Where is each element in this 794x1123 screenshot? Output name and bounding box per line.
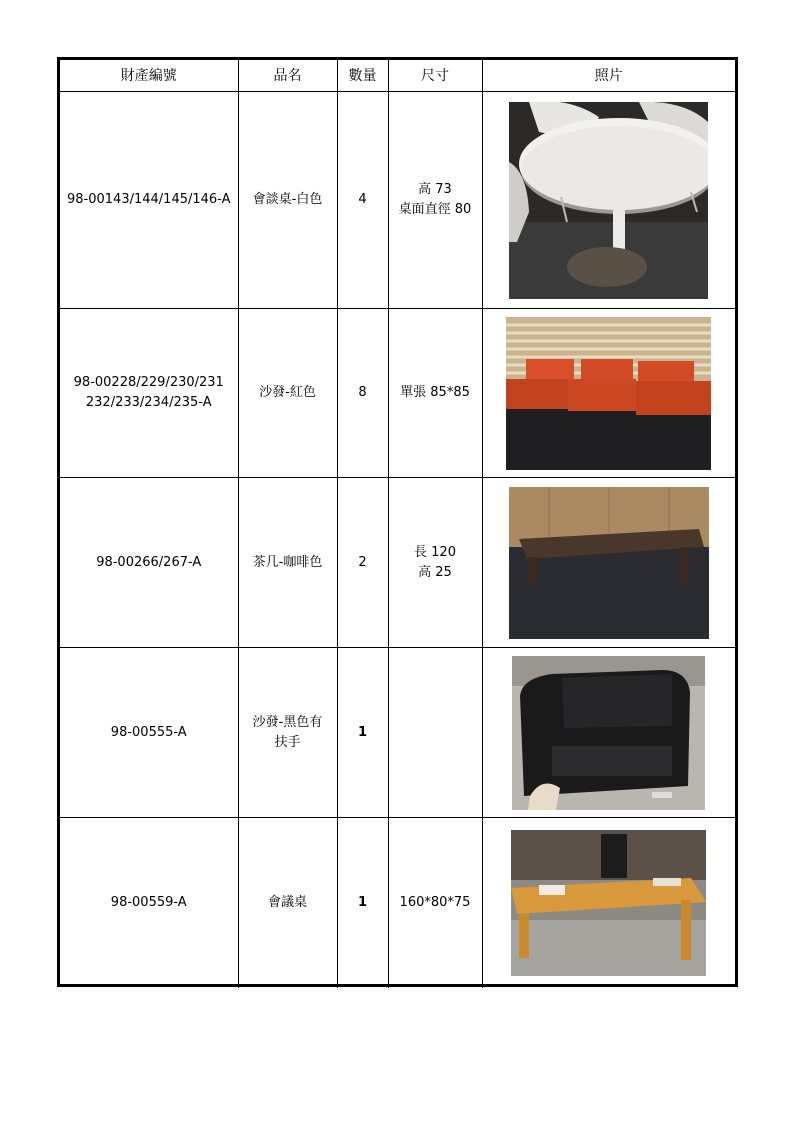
table-row (60, 818, 735, 988)
asset-no-text: 98-00143/144/145/146-A (67, 192, 231, 207)
item-name-cell (238, 648, 337, 818)
item-name-text: 會議桌 (267, 894, 307, 910)
item-name-cell (238, 92, 337, 309)
quantity-text: 1 (357, 894, 368, 910)
size-cell (388, 309, 482, 478)
size-cell (388, 92, 482, 309)
photo-cell (482, 309, 735, 478)
size-line: 長 120 (414, 544, 456, 560)
item-name-text: 扶手 (274, 734, 301, 750)
asset-inventory-table (60, 60, 735, 988)
table-row (60, 478, 735, 648)
size-line: 桌面直徑 80 (398, 202, 472, 217)
item-name-cell (238, 309, 337, 478)
asset-no-text: 232/233/234/235-A (85, 395, 212, 410)
asset-no-cell (60, 648, 238, 818)
asset-inventory-sheet (57, 57, 738, 987)
quantity-text: 2 (358, 554, 367, 570)
quantity-text: 1 (357, 724, 368, 740)
size-cell (388, 818, 482, 988)
quantity-cell (337, 478, 388, 648)
size-line: 高 25 (418, 564, 452, 580)
item-name-text: 沙發-黑色有 (252, 714, 323, 730)
table-row (60, 92, 735, 309)
quantity-cell (337, 648, 388, 818)
size-line: 單張 85*85 (400, 385, 470, 400)
item-name-cell (238, 818, 337, 988)
size-line: 160*80*75 (399, 894, 471, 910)
header-item-name: 品名 (238, 60, 337, 92)
header-asset-no: 財產編號 (60, 60, 238, 92)
photo-cell (482, 92, 735, 309)
header-size: 尺寸 (388, 60, 482, 92)
asset-no-text: 98-00559-A (110, 894, 187, 910)
white-round-table-photo (509, 102, 708, 299)
item-name-text: 茶几-咖啡色 (252, 554, 323, 570)
wooden-conference-table-photo (511, 830, 706, 976)
photo-cell (482, 478, 735, 648)
asset-no-cell (60, 92, 238, 309)
photo-cell (482, 648, 735, 818)
asset-no-cell (60, 818, 238, 988)
quantity-cell (337, 92, 388, 309)
header-row (60, 60, 735, 92)
size-cell (388, 478, 482, 648)
photo-cell (482, 818, 735, 988)
quantity-text: 8 (358, 385, 367, 400)
table-row (60, 648, 735, 818)
coffee-table-photo (509, 487, 709, 639)
item-name-text: 會談桌-白色 (252, 192, 323, 207)
asset-no-cell (60, 309, 238, 478)
asset-no-text: 98-00228/229/230/231 (73, 375, 224, 390)
size-line: 高 73 (418, 182, 452, 197)
asset-no-text: 98-00266/267-A (96, 554, 202, 570)
quantity-cell (337, 309, 388, 478)
quantity-text: 4 (358, 192, 367, 207)
item-name-text: 沙發-紅色 (259, 385, 316, 400)
red-sofa-photo (506, 317, 711, 470)
item-name-cell (238, 478, 337, 648)
size-cell (388, 648, 482, 818)
black-armchair-photo (512, 656, 705, 810)
header-photo: 照片 (482, 60, 735, 92)
header-quantity: 數量 (337, 60, 388, 92)
asset-no-cell (60, 478, 238, 648)
quantity-cell (337, 818, 388, 988)
table-row (60, 309, 735, 478)
asset-no-text: 98-00555-A (110, 724, 187, 740)
